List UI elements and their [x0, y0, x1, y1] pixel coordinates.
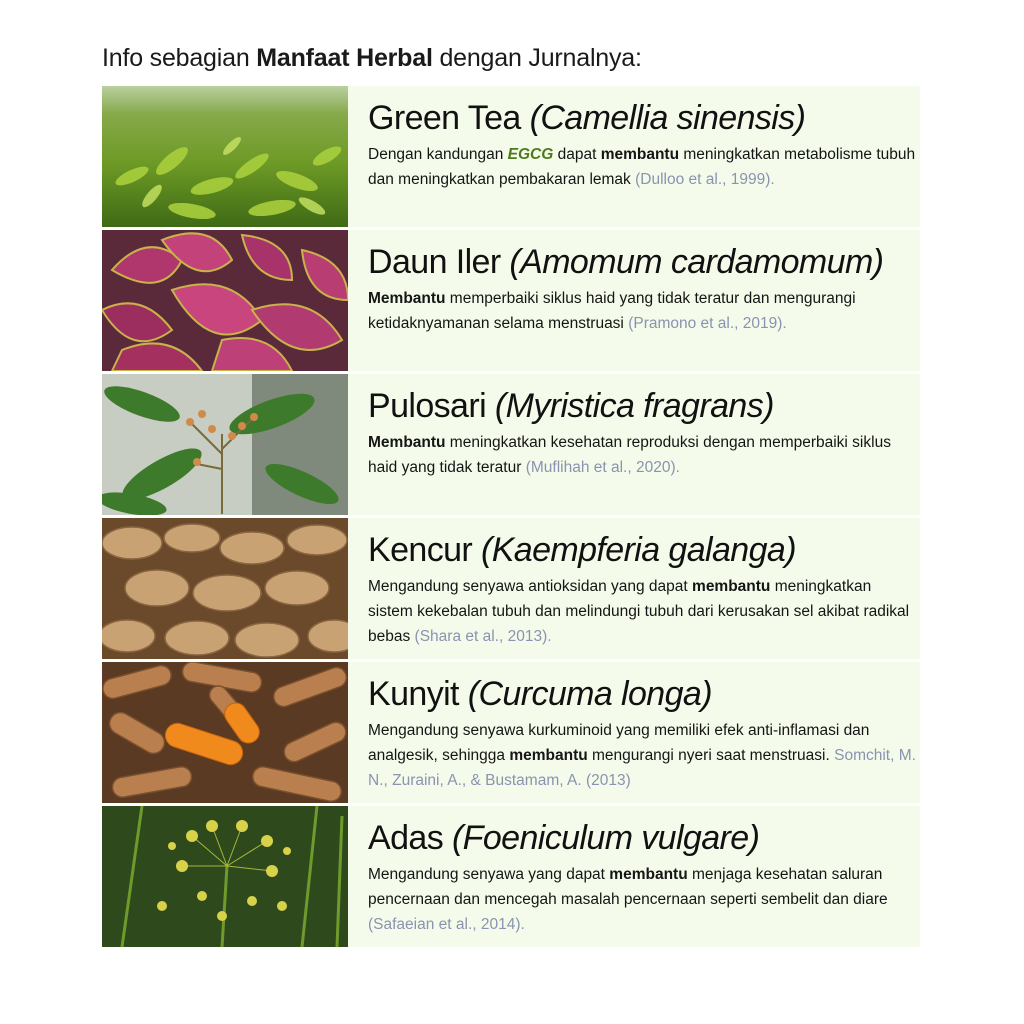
- herb-latin-name: (Amomum cardamomum): [509, 243, 884, 281]
- desc-bold: membantu: [609, 866, 688, 883]
- herb-title: [368, 384, 916, 428]
- desc-text: dapat: [553, 146, 601, 163]
- herb-citation: (Shara et al., 2013).: [414, 628, 552, 645]
- herb-description: [368, 862, 916, 937]
- herb-latin-name: (Kaempferia galanga): [480, 531, 796, 569]
- desc-bold: membantu: [509, 747, 588, 764]
- pulosari-image: [102, 374, 348, 515]
- desc-text: meningkatkan sistem kekebalan tubuh dan melindungi tubuh dari kerusakan sel akibat radikal bebas: [368, 578, 910, 645]
- herb-description: [368, 574, 916, 649]
- desc-bold: Membantu: [368, 290, 446, 307]
- herb-title: [368, 240, 916, 284]
- desc-text: Mengandung senyawa yang dapat: [368, 866, 610, 883]
- desc-text: mengurangi nyeri saat menstruasi.: [587, 747, 835, 764]
- herb-title: [368, 96, 916, 140]
- desc-text: Mengandung senyawa antioksidan yang dapat: [368, 578, 693, 595]
- desc-text: meningkatkan kesehatan reproduksi dengan memperbaiki siklus haid yang tidak teratur: [368, 434, 891, 476]
- herb-list: [102, 86, 920, 950]
- desc-highlight: EGCG: [507, 146, 554, 163]
- herb-citation: Somchit, M. N., Zuraini, A., & Bustamam, A. (2013): [368, 747, 916, 789]
- herb-citation: (Pramono et al., 2019).: [628, 315, 787, 332]
- herb-citation: (Muflihah et al., 2020).: [525, 459, 680, 476]
- page-heading: [102, 40, 642, 76]
- herb-latin-name: (Myristica fragrans): [494, 387, 774, 425]
- herb-title: [368, 672, 916, 716]
- heading-suffix: dengan Jurnalnya:: [432, 44, 642, 72]
- desc-text: menjaga kesehatan saluran pencernaan dan mencegah masalah pencernaan seperti sembelit dan diare: [368, 866, 888, 908]
- herb-name: Pulosari: [368, 387, 495, 425]
- herb-citation: (Dulloo et al., 1999).: [635, 171, 775, 188]
- heading-bold: Manfaat Herbal: [256, 44, 433, 72]
- herb-description: [368, 142, 916, 192]
- herb-description: [368, 718, 916, 793]
- herb-title: [368, 528, 916, 572]
- green-tea-image: [102, 86, 348, 227]
- herb-card-kunyit: [102, 662, 920, 803]
- herb-name: Green Tea: [368, 99, 530, 137]
- herb-latin-name: (Camellia sinensis): [529, 99, 806, 137]
- desc-text: Mengandung senyawa kurkuminoid yang memiliki efek anti-inflamasi dan analgesik, sehingga: [368, 722, 870, 764]
- herb-name: Daun Iler: [368, 243, 510, 281]
- herb-description: [368, 430, 916, 480]
- kunyit-image: [102, 662, 348, 803]
- desc-text: memperbaiki siklus haid yang tidak teratur dan mengurangi ketidaknyamanan selama menstruasi: [368, 290, 856, 332]
- herb-card-daun-iler: [102, 230, 920, 371]
- herb-card-pulosari: [102, 374, 920, 515]
- herb-card-adas: [102, 806, 920, 947]
- herb-name: Kencur: [368, 531, 481, 569]
- desc-text: Dengan kandungan: [368, 146, 508, 163]
- desc-bold: Membantu: [368, 434, 446, 451]
- daun-iler-image: [102, 230, 348, 371]
- herb-latin-name: (Curcuma longa): [467, 675, 712, 713]
- adas-image: [102, 806, 348, 947]
- herb-card-kencur: [102, 518, 920, 659]
- herb-card-green-tea: [102, 86, 920, 227]
- desc-bold: membantu: [692, 578, 771, 595]
- heading-prefix: Info sebagian: [102, 44, 257, 72]
- herb-name: Kunyit: [368, 675, 468, 713]
- herb-description: [368, 286, 916, 336]
- herb-latin-name: (Foeniculum vulgare): [451, 819, 760, 857]
- herb-title: [368, 816, 916, 860]
- herb-citation: (Safaeian et al., 2014).: [368, 916, 525, 933]
- desc-bold: membantu: [600, 146, 680, 163]
- desc-text: meningkatkan metabolisme tubuh dan meningkatkan pembakaran lemak: [368, 146, 916, 188]
- kencur-image: [102, 518, 348, 659]
- herb-name: Adas: [368, 819, 452, 857]
